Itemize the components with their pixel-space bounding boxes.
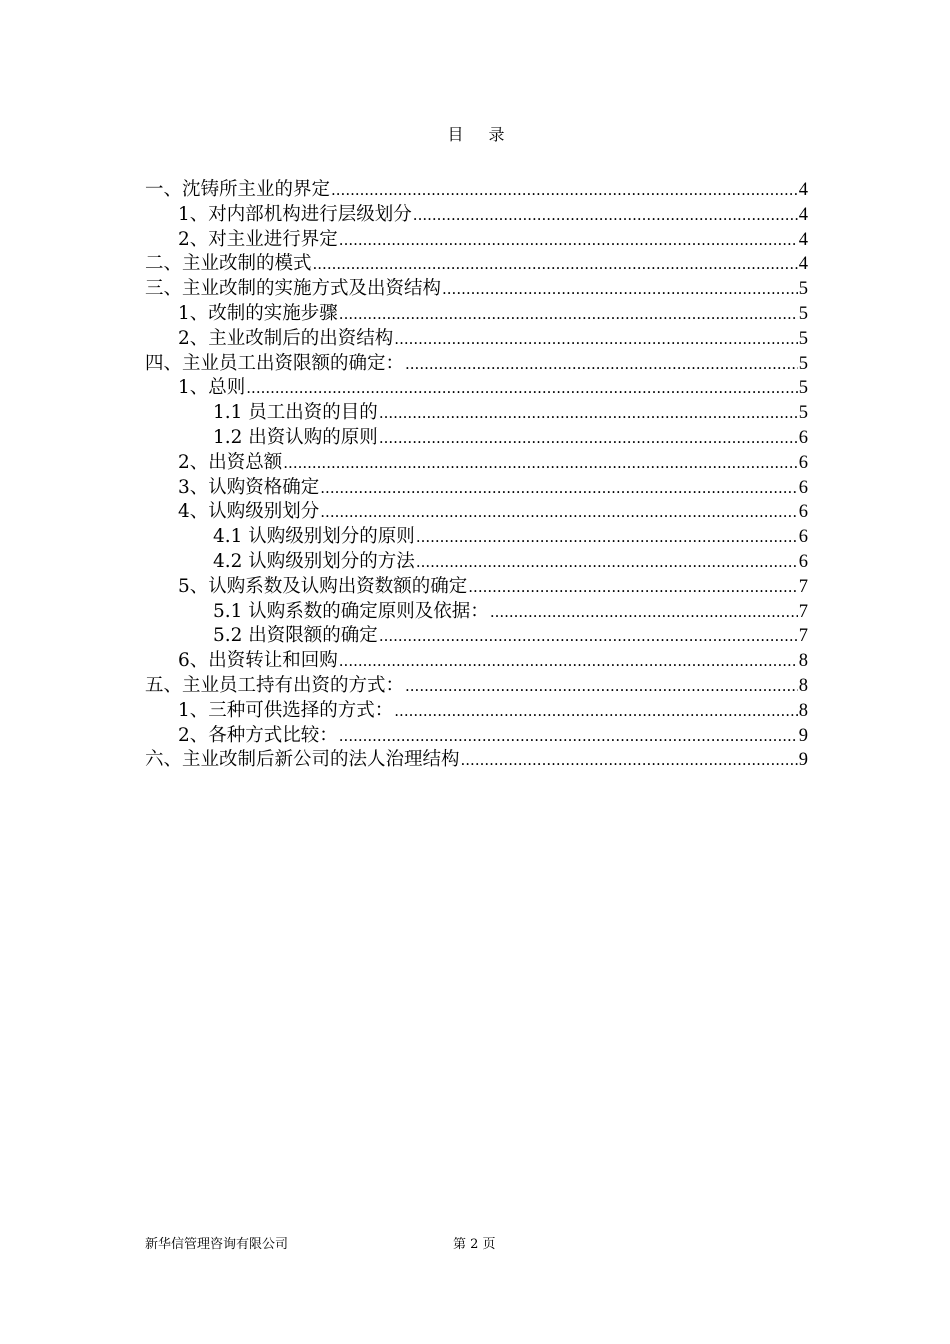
toc-entry[interactable] [145, 302, 808, 327]
toc-dot-leader [339, 302, 798, 327]
toc-entry[interactable] [145, 451, 808, 476]
toc-entry-label: 1、三种可供选择的方式： [178, 699, 394, 721]
toc-entry-page-number: 5 [798, 303, 808, 324]
toc-entry[interactable] [145, 575, 808, 600]
toc-entry-label: 四、主业员工出资限额的确定： [145, 352, 405, 374]
toc-entry-label: 5.1 认购系数的确定原则及依据： [213, 600, 489, 622]
toc-entry-page-number: 5 [798, 403, 808, 424]
toc-entry[interactable] [145, 600, 808, 625]
toc-entry[interactable] [145, 649, 808, 674]
toc-dot-leader [320, 500, 797, 525]
toc-entry[interactable] [145, 674, 808, 699]
toc-entry-page-number: 7 [798, 601, 808, 622]
toc-entry-label: 六、主业改制后新公司的法人治理结构 [145, 749, 460, 771]
toc-entry-number: 1、 [178, 203, 209, 225]
table-of-contents [145, 178, 808, 773]
toc-entry[interactable] [145, 203, 808, 228]
toc-entry-page-number: 6 [798, 551, 808, 572]
toc-entry-page-number: 4 [798, 254, 808, 275]
footer-page-number: 第 2 页 [453, 1237, 496, 1252]
toc-dot-leader [394, 699, 797, 724]
toc-entry-number: 2、 [178, 228, 209, 250]
toc-entry-label: 五、主业员工持有出资的方式： [145, 674, 405, 696]
toc-entry-label: 主业改制后的出资结构 [208, 327, 394, 349]
toc-dot-leader [246, 376, 797, 401]
toc-dot-leader [339, 649, 798, 674]
toc-entry-label: 三、主业改制的实施方式及出资结构 [145, 278, 442, 300]
toc-entry[interactable] [145, 228, 808, 253]
toc-dot-leader [490, 600, 798, 625]
toc-dot-leader [339, 724, 798, 749]
toc-dot-leader [461, 748, 798, 773]
toc-entry-label: 一、沈铸所主业的界定 [145, 179, 331, 200]
toc-entry-label: 5、认购系数及认购出资数额的确定 [178, 575, 468, 597]
toc-entry-label: 1.2 出资认购的原则 [213, 426, 378, 448]
toc-entry-page-number: 5 [798, 279, 808, 300]
toc-entry-page-number: 6 [798, 452, 808, 473]
toc-entry[interactable] [145, 748, 808, 773]
toc-entry-page-number: 9 [798, 725, 808, 746]
toc-entry-page-number: 6 [798, 477, 808, 498]
toc-entry-page-number: 8 [798, 700, 808, 721]
toc-entry[interactable] [145, 525, 808, 550]
toc-entry[interactable] [145, 178, 808, 203]
toc-entry[interactable] [145, 327, 808, 352]
footer-company-name: 新华信管理咨询有限公司 [145, 1237, 289, 1252]
toc-entry-page-number: 5 [798, 328, 808, 349]
toc-entry[interactable] [145, 699, 808, 724]
toc-entry-page-number: 4 [798, 180, 808, 200]
toc-dot-leader [283, 451, 797, 476]
toc-entry-page-number: 5 [798, 378, 808, 399]
toc-entry[interactable] [145, 426, 808, 451]
toc-entry-page-number: 4 [798, 204, 808, 225]
toc-entry[interactable] [145, 476, 808, 501]
toc-entry-label: 1.1 员工出资的目的 [213, 402, 378, 424]
toc-dot-leader [379, 401, 798, 426]
toc-dot-leader [320, 476, 797, 501]
toc-entry-label: 3、认购资格确定 [178, 476, 320, 498]
toc-dot-leader [379, 624, 798, 649]
toc-dot-leader [379, 426, 798, 451]
toc-dot-leader [405, 674, 798, 699]
toc-dot-leader [339, 228, 798, 253]
toc-dot-leader [394, 327, 797, 352]
toc-entry-label: 对内部机构进行层级划分 [208, 203, 412, 225]
toc-dot-leader [313, 252, 798, 277]
toc-entry[interactable] [145, 277, 808, 302]
toc-entry[interactable] [145, 500, 808, 525]
toc-entry-label: 二、主业改制的模式 [145, 253, 312, 275]
toc-entry-page-number: 8 [798, 675, 808, 696]
toc-dot-leader [413, 203, 798, 228]
toc-entry-label: 2、各种方式比较： [178, 724, 338, 746]
toc-entry-label: 2、出资总额 [178, 451, 283, 473]
toc-entry-number: 1、 [178, 302, 209, 324]
toc-entry-page-number: 6 [798, 427, 808, 448]
toc-entry[interactable] [145, 252, 808, 277]
toc-dot-leader [331, 178, 798, 203]
toc-entry[interactable] [145, 352, 808, 377]
toc-entry[interactable] [145, 550, 808, 575]
toc-entry[interactable] [145, 376, 808, 401]
toc-entry-page-number: 9 [798, 750, 808, 771]
toc-entry-page-number: 4 [798, 229, 808, 250]
toc-entry-number: 2、 [178, 327, 209, 349]
toc-entry-label: 1、总则 [178, 377, 246, 399]
toc-dot-leader [442, 277, 798, 302]
toc-entry[interactable] [145, 401, 808, 426]
toc-entry-page-number: 7 [798, 576, 808, 597]
toc-entry-label: 5.2 出资限额的确定 [213, 625, 378, 647]
toc-entry-page-number: 8 [798, 651, 808, 672]
toc-entry-page-number: 5 [798, 353, 808, 374]
toc-entry-label: 4.2 认购级别划分的方法 [213, 550, 415, 572]
page-title: 目 录 [447, 125, 515, 144]
toc-entry-page-number: 6 [798, 527, 808, 548]
toc-entry-page-number: 6 [798, 502, 808, 523]
toc-entry-page-number: 7 [798, 626, 808, 647]
toc-entry[interactable] [145, 724, 808, 749]
toc-entry-label: 对主业进行界定 [208, 228, 338, 250]
toc-entry-label: 4.1 认购级别划分的原则 [213, 526, 415, 548]
toc-entry[interactable] [145, 624, 808, 649]
toc-dot-leader [468, 575, 797, 600]
toc-entry-label: 4、认购级别划分 [178, 501, 320, 523]
toc-dot-leader [416, 525, 798, 550]
toc-dot-leader [416, 550, 798, 575]
toc-entry-label: 6、出资转让和回购 [178, 650, 338, 672]
toc-dot-leader [405, 352, 798, 377]
toc-entry-label: 改制的实施步骤 [208, 302, 338, 324]
